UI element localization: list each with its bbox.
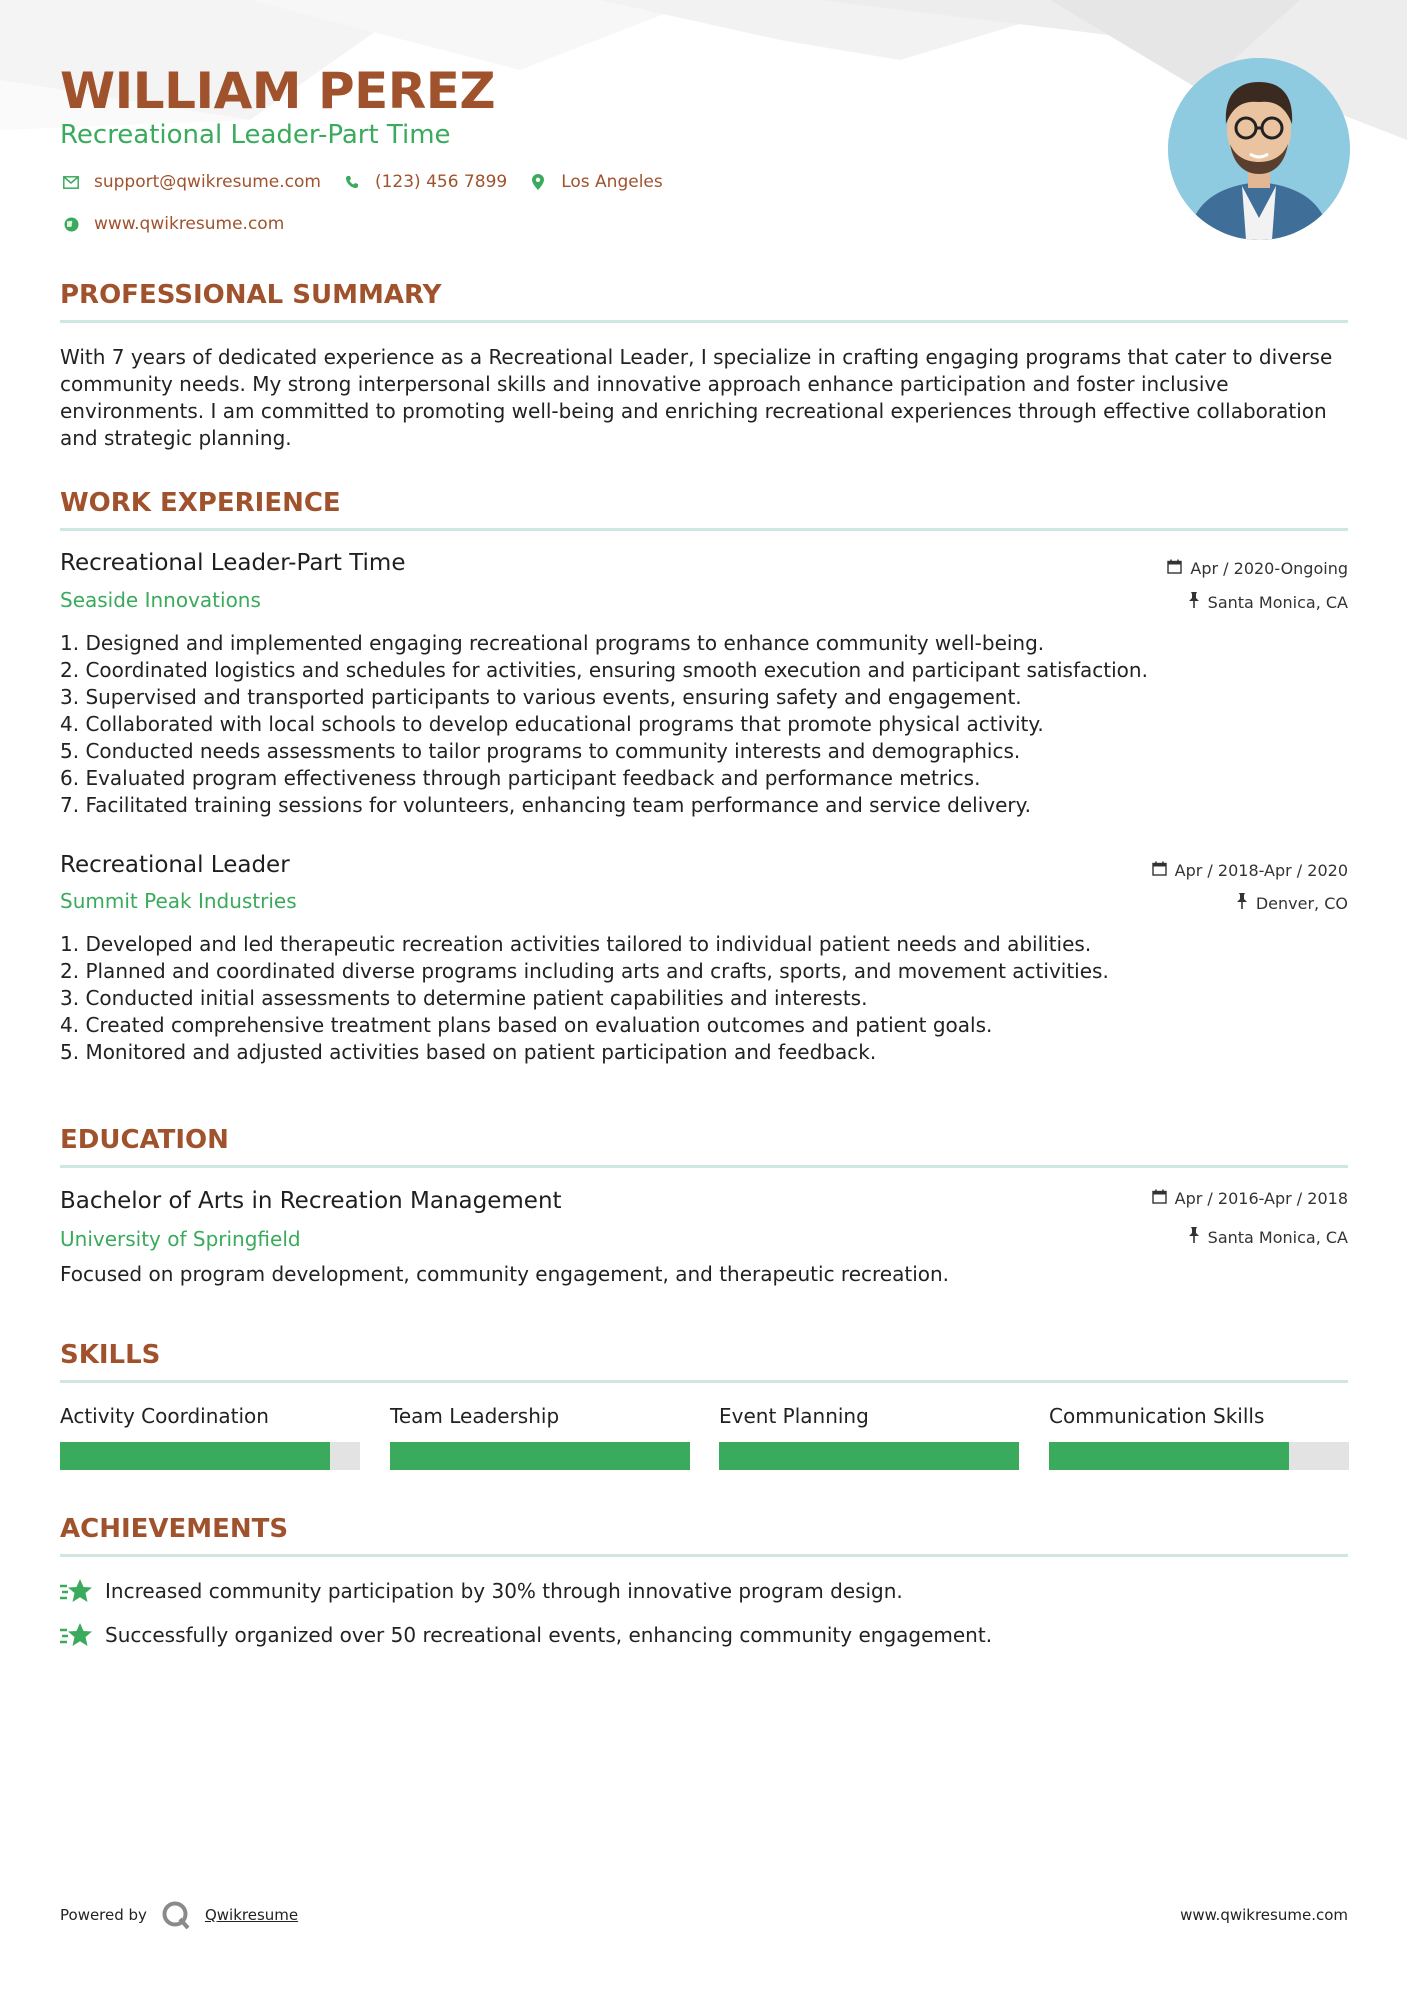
- list-item: 3. Supervised and transported participants to various events, ensuring safety and engagement.: [60, 685, 1022, 709]
- email-text: support@qwikresume.com: [94, 172, 321, 192]
- list-item: 1. Developed and led therapeutic recreation activities tailored to individual patient needs and abilities.: [60, 932, 1092, 956]
- section-divider: [60, 320, 1348, 323]
- footer-powered-by: [60, 1900, 298, 1930]
- list-item: 5. Conducted needs assessments to tailor programs to community interests and demographics.: [60, 739, 1021, 763]
- qwikresume-link[interactable]: Qwikresume: [204, 1906, 299, 1924]
- star-badge-icon: [60, 1578, 94, 1604]
- job-location-text: Denver, CO: [1255, 893, 1348, 913]
- job-dates-text: Apr / 2018-Apr / 2020: [1174, 861, 1348, 880]
- list-item: 2. Coordinated logistics and schedules for activities, ensuring smooth execution and participant satisfaction.: [60, 658, 1148, 682]
- school-name: University of Springfield: [60, 1227, 301, 1251]
- job-duties: [60, 931, 1348, 1066]
- calendar-icon: [1167, 559, 1182, 578]
- skills-grid: [60, 1404, 1348, 1474]
- section-divider: [60, 1554, 1348, 1557]
- contact-row: [60, 172, 683, 192]
- skill-bar: [1049, 1442, 1349, 1470]
- job-location-text: Santa Monica, CA: [1207, 592, 1348, 612]
- company-name: Summit Peak Industries: [60, 889, 297, 913]
- education-location-text: Santa Monica, CA: [1207, 1227, 1348, 1247]
- list-item: 3. Conducted initial assessments to determine patient capabilities and interests.: [60, 986, 868, 1010]
- section-title-education: EDUCATION: [60, 1125, 229, 1155]
- skill-bar: [719, 1442, 1019, 1470]
- contact-email[interactable]: [60, 172, 321, 192]
- powered-by-label: Powered by: [60, 1906, 147, 1924]
- list-item: 5. Monitored and adjusted activities based on patient participation and feedback.: [60, 1040, 877, 1064]
- phone-text: (123) 456 7899: [374, 172, 508, 192]
- calendar-icon: [1152, 861, 1167, 880]
- section-title-achievements: ACHIEVEMENTS: [60, 1514, 289, 1544]
- education-description: Focused on program development, community engagement, and therapeutic recreation.: [60, 1262, 950, 1286]
- website-text: www.qwikresume.com: [94, 214, 285, 234]
- footer-url[interactable]: www.qwikresume.com: [1180, 1906, 1348, 1924]
- phone-icon: [341, 175, 363, 189]
- summary-text: With 7 years of dedicated experience as a Recreational Leader, I specialize in crafting engaging programs that cater to diverse community needs. My strong interpersonal skills and innovative approach enhance participation and foster inclusive environments. I am committed to promoting well-being and enriching recreational experiences through effective collaboration and strategic planning.: [60, 345, 1333, 450]
- calendar-icon: [1152, 1189, 1167, 1208]
- candidate-role: Recreational Leader-Part Time: [60, 120, 451, 150]
- job-location: [1188, 592, 1348, 612]
- qwikresume-logo-icon: [161, 1900, 191, 1930]
- skill-bar-fill: [1049, 1442, 1289, 1470]
- skill-item: [60, 1404, 360, 1432]
- achievement-item: [60, 1578, 903, 1604]
- section-divider: [60, 528, 1348, 531]
- achievement-text: Successfully organized over 50 recreational events, enhancing community engagement.: [105, 1623, 993, 1647]
- contact-location: [527, 172, 663, 192]
- candidate-name: WILLIAM PEREZ: [60, 62, 496, 120]
- contact-row-2: [60, 214, 304, 234]
- skill-bar-fill: [60, 1442, 330, 1470]
- section-divider: [60, 1380, 1348, 1383]
- skill-bar-fill: [390, 1442, 690, 1470]
- job-dates: [1152, 861, 1348, 880]
- skill-name: Team Leadership: [390, 1404, 560, 1428]
- skill-item: [719, 1404, 1019, 1432]
- achievement-item: [60, 1622, 992, 1648]
- achievement-text: Increased community participation by 30% through innovative program design.: [105, 1579, 903, 1603]
- section-divider: [60, 1165, 1348, 1168]
- education-location: [1188, 1227, 1348, 1247]
- skill-name: Event Planning: [719, 1404, 869, 1428]
- skill-bar-fill: [719, 1442, 1019, 1470]
- list-item: 4. Collaborated with local schools to develop educational programs that promote physical activity.: [60, 712, 1044, 736]
- company-name: Seaside Innovations: [60, 588, 261, 612]
- profile-photo: [1168, 58, 1350, 240]
- section-title-experience: WORK EXPERIENCE: [60, 488, 341, 518]
- list-item: 4. Created comprehensive treatment plans based on evaluation outcomes and patient goals.: [60, 1013, 993, 1037]
- skill-bar: [60, 1442, 360, 1470]
- section-title-summary: PROFESSIONAL SUMMARY: [60, 280, 442, 310]
- list-item: 2. Planned and coordinated diverse programs including arts and crafts, sports, and movement activities.: [60, 959, 1109, 983]
- job-duties: [60, 630, 1348, 819]
- skill-name: Communication Skills: [1049, 1404, 1265, 1428]
- contact-website[interactable]: [60, 214, 284, 234]
- job-dates-text: Apr / 2020-Ongoing: [1190, 559, 1348, 578]
- globe-icon: [60, 217, 82, 232]
- skill-item: [390, 1404, 690, 1432]
- section-title-skills: SKILLS: [60, 1340, 161, 1370]
- job-dates: [1167, 559, 1348, 578]
- skill-bar: [390, 1442, 690, 1470]
- job-location: [1236, 893, 1348, 913]
- pushpin-icon: [1236, 893, 1248, 913]
- envelope-icon: [60, 176, 82, 189]
- education-dates-text: Apr / 2016-Apr / 2018: [1174, 1189, 1348, 1208]
- star-badge-icon: [60, 1622, 94, 1648]
- list-item: 1. Designed and implemented engaging recreational programs to enhance community well-being.: [60, 631, 1045, 655]
- list-item: 6. Evaluated program effectiveness through participant feedback and performance metrics.: [60, 766, 981, 790]
- location-text: Los Angeles: [561, 172, 663, 192]
- pushpin-icon: [1188, 1227, 1200, 1247]
- job-title: Recreational Leader: [60, 852, 290, 878]
- pushpin-icon: [1188, 592, 1200, 612]
- job-title: Recreational Leader-Part Time: [60, 550, 406, 576]
- list-item: 7. Facilitated training sessions for volunteers, enhancing team performance and service delivery.: [60, 793, 1031, 817]
- contact-phone[interactable]: [341, 172, 507, 192]
- map-pin-icon: [527, 174, 549, 190]
- skill-name: Activity Coordination: [60, 1404, 269, 1428]
- skill-item: [1049, 1404, 1349, 1432]
- degree-title: Bachelor of Arts in Recreation Management: [60, 1188, 562, 1214]
- education-dates: [1152, 1189, 1348, 1208]
